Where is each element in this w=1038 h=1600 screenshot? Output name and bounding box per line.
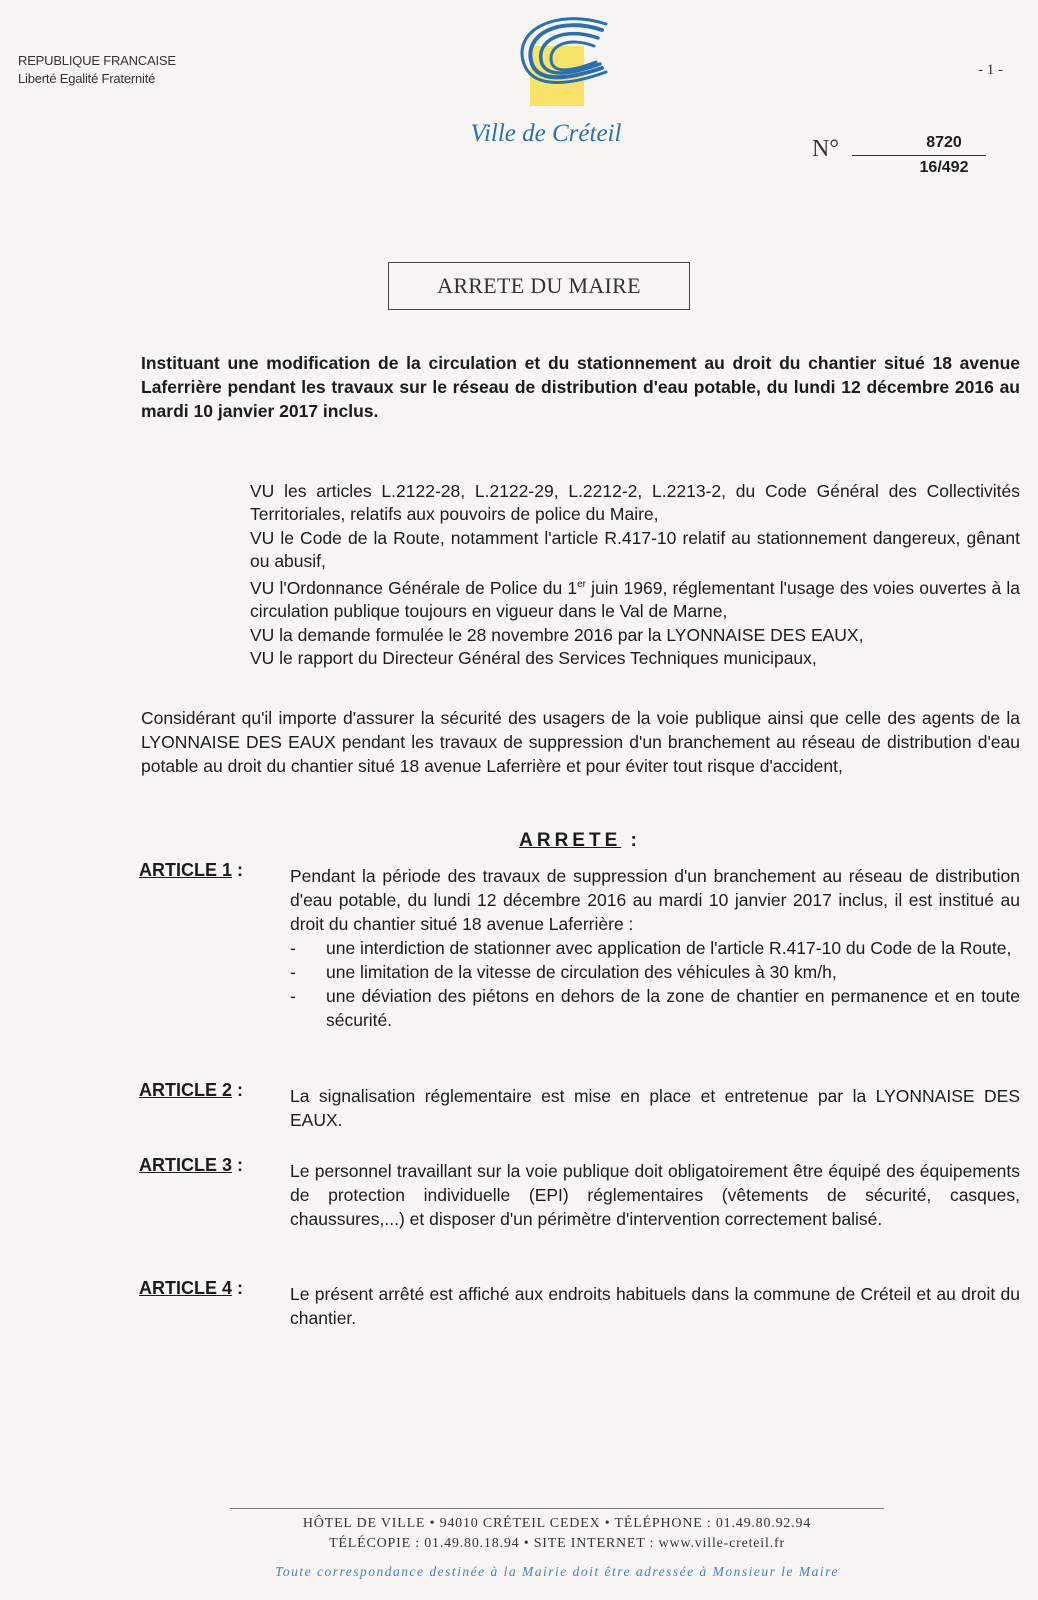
visa-item: VU l'Ordonnance Générale de Police du 1er juin 1969, réglementant l'usage des voies ouvertes à la circulation publique toujours en vigueur dans le Val de Marne, <box>250 578 1020 622</box>
republique-header <box>18 52 176 88</box>
document-title: ARRETE DU MAIRE <box>388 262 690 310</box>
footer-address: HÔTEL DE VILLE • 94010 CRÉTEIL CEDEX • TÉLÉPHONE : 01.49.80.92.94 <box>302 1516 812 1531</box>
footer-contact <box>230 1514 884 1554</box>
page-number: - 1 - <box>978 62 1003 78</box>
article-1-text <box>290 864 1020 1032</box>
numero-label: N° <box>812 136 839 162</box>
footer-divider <box>230 1508 884 1509</box>
article-4-text: Le présent arrêté est affiché aux endroits habituels dans la commune de Créteil et au droit du chantier. <box>290 1284 1020 1328</box>
visas-block <box>250 480 1020 670</box>
visa-item: VU la demande formulée le 28 novembre 2016 par la LYONNAISE DES EAUX, <box>250 624 864 645</box>
visa-item: VU le Code de la Route, notamment l'article R.417-10 relatif au stationnement dangereux, gênant ou abusif, <box>250 527 1020 571</box>
article-4-label: ARTICLE 4 : <box>139 1278 244 1298</box>
article-3-text: Le personnel travaillant sur la voie publique doit obligatoirement être équipé des équipements de protection individuelle (EPI) réglementaires (vêtements de sécurité, casques, chaussures,...) et disposer d'un périmètre d'intervention correctement balisé. <box>290 1161 1020 1229</box>
city-name: Ville de Créteil <box>470 120 622 147</box>
article-1-bullet: - une interdiction de stationner avec application de l'article R.417-10 du Code de la Route, <box>290 938 1012 958</box>
decree-number-bottom: 16/492 <box>919 159 969 176</box>
visa-item: VU le rapport du Directeur Général des Services Techniques municipaux, <box>250 647 817 668</box>
arrete-heading: ARRETE : <box>519 830 641 851</box>
decree-number <box>852 133 986 178</box>
considerant-paragraph: Considérant qu'il importe d'assurer la sécurité des usagers de la voie publique ainsi que celle des agents de la LYONNAISE DES EAUX pendant les travaux de suppression d'un branchement au réseau de distribution d'eau potable au droit du chantier situé 18 avenue Laferrière et pour éviter tout risque d'accident, <box>141 708 1020 776</box>
article-1-label: ARTICLE 1 : <box>139 860 244 880</box>
article-1-bullet: - une limitation de la vitesse de circulation des véhicules à 30 km/h, <box>290 962 837 982</box>
article-3-label: ARTICLE 3 : <box>139 1155 244 1175</box>
article-2-label: ARTICLE 2 : <box>139 1080 244 1100</box>
footer-fax-website: TÉLÉCOPIE : 01.49.80.18.94 • SITE INTERNET : www.ville-creteil.fr <box>329 1536 785 1551</box>
republique-motto: Liberté Egalité Fraternité <box>18 71 156 86</box>
decree-number-top: 8720 <box>926 134 962 151</box>
article-2-text: La signalisation réglementaire est mise en place et entretenue par la LYONNAISE DES EAUX. <box>290 1086 1020 1130</box>
footer-correspondence-note: Toute correspondance destinée à la Mairie doit être adressée à Monsieur le Maire <box>275 1564 839 1579</box>
republique-title: REPUBLIQUE FRANCAISE <box>18 53 176 68</box>
decree-subject: Instituant une modification de la circulation et du stationnement au droit du chantier situé 18 avenue Laferrière pendant les travaux sur le réseau de distribution d'eau potable, du lundi 12 décembre 2016 au mardi 10 janvier 2017 inclus. <box>141 353 1020 421</box>
article-1-bullet: - une déviation des piétons en dehors de la zone de chantier en permanence et en toute sécurité. <box>290 986 1020 1030</box>
visa-item: VU les articles L.2122-28, L.2122-29, L.2212-2, L.2213-2, du Code Général des Collectivités Territoriales, relatifs aux pouvoirs de police du Maire, <box>250 481 1020 525</box>
article-1-intro: Pendant la période des travaux de suppression d'un branchement au réseau de distribution d'eau potable, du lundi 12 décembre 2016 au mardi 10 janvier 2017 inclus, il est institué au droit du chantier situé 18 avenue Laferrière : <box>290 866 1020 934</box>
ville-de-creteil-logo <box>490 12 640 122</box>
decree-number-divider <box>852 155 986 156</box>
